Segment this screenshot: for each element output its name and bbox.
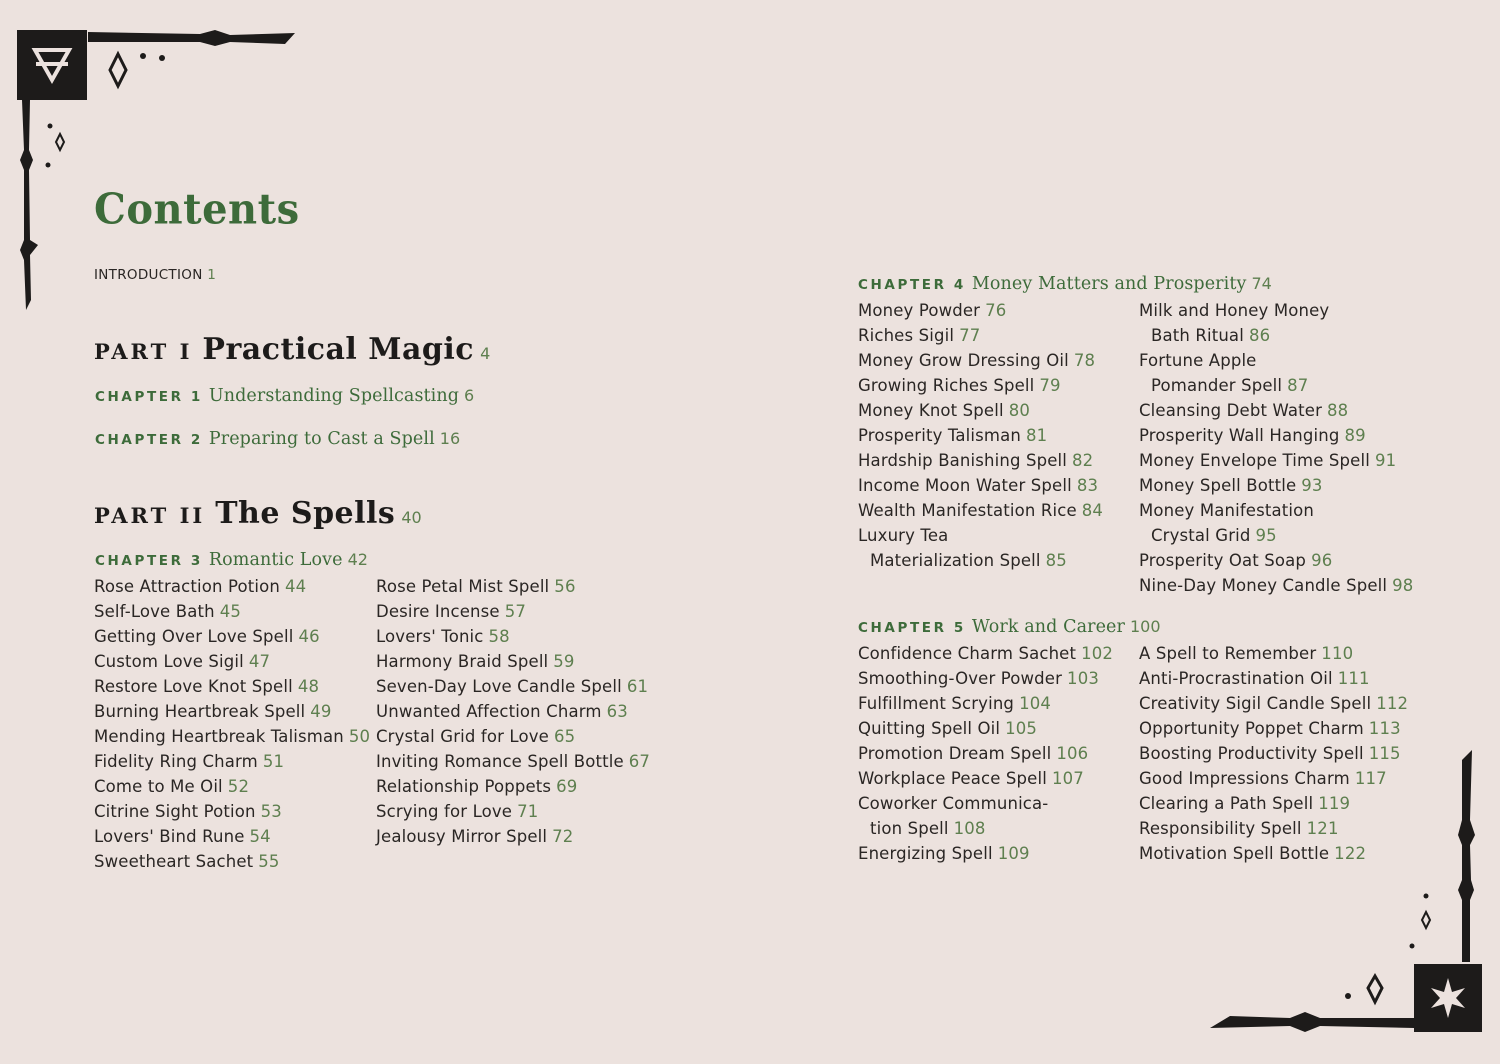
page-number: 121 xyxy=(1306,819,1339,838)
toc-entry[interactable] xyxy=(1139,323,1413,348)
toc-entry[interactable] xyxy=(1139,573,1413,598)
page-number: 46 xyxy=(298,627,320,646)
page-number: 55 xyxy=(258,852,280,871)
entry-title: Self-Love Bath xyxy=(94,602,215,621)
chapter-label: CHAPTER 1 xyxy=(95,389,203,405)
toc-entry[interactable] xyxy=(858,766,1113,791)
entry-title: Riches Sigil xyxy=(858,326,955,345)
page-number: 82 xyxy=(1072,451,1094,470)
toc-entry[interactable] xyxy=(1139,498,1413,523)
entry-title: Crystal Grid for Love xyxy=(376,727,549,746)
entry-title: Luxury Tea xyxy=(858,526,949,545)
toc-introduction[interactable] xyxy=(94,267,216,283)
toc-entry[interactable] xyxy=(1139,523,1413,548)
page-number: 42 xyxy=(347,550,368,569)
toc-entry[interactable] xyxy=(858,548,1103,573)
toc-entry[interactable] xyxy=(94,599,370,624)
page-number: 83 xyxy=(1076,476,1099,495)
page-number: 81 xyxy=(1025,426,1048,445)
toc-entry[interactable] xyxy=(858,691,1113,716)
page-number: 65 xyxy=(553,727,576,746)
toc-entry[interactable] xyxy=(94,749,370,774)
entry-title: Milk and Honey Money xyxy=(1139,301,1330,320)
page-number: 47 xyxy=(248,652,271,671)
toc-entry[interactable] xyxy=(1139,398,1413,423)
page-number: 84 xyxy=(1081,501,1104,520)
part-label: PART II xyxy=(94,503,206,528)
toc-entry[interactable] xyxy=(1139,548,1413,573)
page-number: 6 xyxy=(464,386,475,405)
entry-title: Scrying for Love xyxy=(376,802,513,821)
page-number: 79 xyxy=(1039,376,1061,395)
entry-title: Crystal Grid xyxy=(1151,526,1251,545)
page-number: 53 xyxy=(260,802,282,821)
chapter-3-list-col-2 xyxy=(376,574,650,849)
page-number: 52 xyxy=(227,777,250,796)
entry-title: Anti-Procrastination Oil xyxy=(1139,669,1333,688)
chapter-label: CHAPTER 2 xyxy=(95,432,203,448)
toc-entry[interactable] xyxy=(94,674,370,699)
page-number: 103 xyxy=(1067,669,1099,688)
page-number: 58 xyxy=(488,627,510,646)
entry-title: Money Envelope Time Spell xyxy=(1139,451,1370,470)
toc-entry[interactable] xyxy=(376,674,650,699)
page-number: 108 xyxy=(953,819,986,838)
page-number: 51 xyxy=(262,752,285,771)
page-title: Contents xyxy=(94,184,300,235)
entry-title: Fulfillment Scrying xyxy=(858,694,1015,713)
toc-entry[interactable] xyxy=(858,816,1113,841)
entry-title: Quitting Spell Oil xyxy=(858,719,1001,738)
toc-chapter-1[interactable] xyxy=(95,386,474,406)
entry-title: Workplace Peace Spell xyxy=(858,769,1047,788)
page-number: 117 xyxy=(1354,769,1387,788)
chapter-label: CHAPTER 4 xyxy=(858,277,966,293)
toc-entry[interactable] xyxy=(94,699,370,724)
page-number: 49 xyxy=(310,702,332,721)
page-number: 105 xyxy=(1005,719,1038,738)
entry-title: Hardship Banishing Spell xyxy=(858,451,1067,470)
toc-entry[interactable] xyxy=(858,298,1103,323)
toc-entry[interactable] xyxy=(94,774,370,799)
toc-entry[interactable] xyxy=(1139,423,1413,448)
toc-entry[interactable] xyxy=(858,423,1103,448)
page-number: 119 xyxy=(1318,794,1351,813)
toc-entry[interactable] xyxy=(1139,348,1413,373)
toc-entry[interactable] xyxy=(858,716,1113,741)
page-number: 54 xyxy=(249,827,271,846)
chapter-5-list-col-1 xyxy=(858,641,1113,866)
toc-entry[interactable] xyxy=(94,824,370,849)
page-number: 91 xyxy=(1374,451,1397,470)
entry-title: Getting Over Love Spell xyxy=(94,627,294,646)
entry-title: Smoothing-Over Powder xyxy=(858,669,1063,688)
entry-title: Coworker Communica- xyxy=(858,794,1049,813)
page-number: 61 xyxy=(626,677,649,696)
page-number: 102 xyxy=(1081,644,1114,663)
chapter-name: Understanding Spellcasting xyxy=(208,386,460,406)
page-number: 86 xyxy=(1248,326,1271,345)
entry-title: Pomander Spell xyxy=(1151,376,1283,395)
page-number: 57 xyxy=(504,602,527,621)
toc-entry[interactable] xyxy=(94,849,370,874)
entry-title: Money Powder xyxy=(858,301,981,320)
toc-entry[interactable] xyxy=(858,641,1113,666)
chapter-label: CHAPTER 3 xyxy=(95,553,203,569)
toc-entry[interactable] xyxy=(1139,666,1408,691)
chapter-name: Preparing to Cast a Spell xyxy=(208,429,435,449)
entry-title: Money Spell Bottle xyxy=(1139,476,1297,495)
toc-entry[interactable] xyxy=(94,724,370,749)
chapter-label: CHAPTER 5 xyxy=(858,620,966,636)
entry-title: Responsibility Spell xyxy=(1139,819,1302,838)
page-number: 63 xyxy=(606,702,628,721)
page-number: 85 xyxy=(1045,551,1067,570)
page-number: 110 xyxy=(1321,644,1354,663)
entry-title: Money Knot Spell xyxy=(858,401,1004,420)
page-number: 104 xyxy=(1019,694,1052,713)
toc-entry[interactable] xyxy=(1139,641,1408,666)
entry-title: Rose Petal Mist Spell xyxy=(376,577,550,596)
toc-entry[interactable] xyxy=(1139,298,1413,323)
page-number: 4 xyxy=(480,344,491,363)
introduction-label: INTRODUCTION xyxy=(94,267,203,283)
part-label: PART I xyxy=(94,339,193,364)
toc-entry[interactable] xyxy=(376,724,650,749)
page-number: 40 xyxy=(401,508,422,527)
toc-entry[interactable] xyxy=(1139,766,1408,791)
entry-title: Materialization Spell xyxy=(870,551,1041,570)
diamond-icon xyxy=(1368,976,1382,1002)
page-number: 111 xyxy=(1337,669,1370,688)
entry-title: Boosting Productivity Spell xyxy=(1139,744,1364,763)
toc-chapter-5[interactable] xyxy=(858,617,1161,637)
entry-title: Prosperity Talisman xyxy=(858,426,1021,445)
entry-title: Rose Attraction Potion xyxy=(94,577,280,596)
entry-title: Income Moon Water Spell xyxy=(858,476,1072,495)
page-number: 45 xyxy=(219,602,241,621)
entry-title: Clearing a Path Spell xyxy=(1139,794,1314,813)
toc-entry[interactable] xyxy=(858,741,1113,766)
page-number: 56 xyxy=(554,577,576,596)
entry-title: Sweetheart Sachet xyxy=(94,852,254,871)
page-number: 1 xyxy=(207,267,217,283)
page-number: 74 xyxy=(1251,274,1272,293)
page-number: 107 xyxy=(1051,769,1084,788)
page-number: 76 xyxy=(985,301,1007,320)
toc-part-2[interactable] xyxy=(94,496,422,531)
entry-title: Fortune Apple xyxy=(1139,351,1257,370)
entry-title: Prosperity Wall Hanging xyxy=(1139,426,1340,445)
chapter-name: Romantic Love xyxy=(208,550,343,570)
toc-entry[interactable] xyxy=(858,348,1103,373)
entry-title: Prosperity Oat Soap xyxy=(1139,551,1307,570)
page-number: 44 xyxy=(284,577,307,596)
entry-title: Energizing Spell xyxy=(858,844,993,863)
page-number: 78 xyxy=(1073,351,1096,370)
toc-entry[interactable] xyxy=(1139,791,1408,816)
toc-entry[interactable] xyxy=(858,373,1103,398)
toc-entry[interactable] xyxy=(1139,373,1413,398)
page-number: 109 xyxy=(997,844,1030,863)
toc-entry[interactable] xyxy=(1139,448,1413,473)
entry-title: Creativity Sigil Candle Spell xyxy=(1139,694,1372,713)
entry-title: Custom Love Sigil xyxy=(94,652,244,671)
entry-title: Growing Riches Spell xyxy=(858,376,1035,395)
diamond-icon xyxy=(56,134,64,150)
toc-entry[interactable] xyxy=(1139,741,1408,766)
toc-entry[interactable] xyxy=(1139,473,1413,498)
toc-entry[interactable] xyxy=(1139,691,1408,716)
entry-title: Lovers' Bind Rune xyxy=(94,827,245,846)
page-number: 98 xyxy=(1392,576,1414,595)
entry-title: Unwanted Affection Charm xyxy=(376,702,602,721)
chapter-name: Money Matters and Prosperity xyxy=(971,274,1247,294)
page-number: 67 xyxy=(628,752,651,771)
toc-entry[interactable] xyxy=(94,649,370,674)
entry-title: Wealth Manifestation Rice xyxy=(858,501,1077,520)
entry-title: Fidelity Ring Charm xyxy=(94,752,258,771)
chapter-4-list-col-2 xyxy=(1139,298,1413,598)
entry-title: Mending Heartbreak Talisman xyxy=(94,727,344,746)
chapter-5-list-col-2 xyxy=(1139,641,1408,866)
toc-entry[interactable] xyxy=(858,448,1103,473)
entry-title: A Spell to Remember xyxy=(1139,644,1317,663)
diamond-icon xyxy=(110,54,126,86)
entry-title: Seven-Day Love Candle Spell xyxy=(376,677,622,696)
toc-entry[interactable] xyxy=(376,799,650,824)
toc-entry[interactable] xyxy=(858,498,1103,523)
entry-title: Motivation Spell Bottle xyxy=(1139,844,1330,863)
entry-title: Come to Me Oil xyxy=(94,777,223,796)
toc-entry[interactable] xyxy=(94,574,370,599)
toc-entry[interactable] xyxy=(858,523,1103,548)
chapter-name: Work and Career xyxy=(971,617,1125,637)
part-name: Practical Magic xyxy=(202,332,475,367)
chapter-3-list-col-1 xyxy=(94,574,370,874)
entry-title: Promotion Dream Spell xyxy=(858,744,1052,763)
toc-entry[interactable] xyxy=(94,799,370,824)
toc-entry[interactable] xyxy=(1139,816,1408,841)
entry-title: Restore Love Knot Spell xyxy=(94,677,293,696)
entry-title: Lovers' Tonic xyxy=(376,627,484,646)
entry-title: Bath Ritual xyxy=(1151,326,1244,345)
entry-title: Burning Heartbreak Spell xyxy=(94,702,306,721)
page-number: 122 xyxy=(1334,844,1367,863)
page-number: 77 xyxy=(959,326,981,345)
entry-title: Citrine Sight Potion xyxy=(94,802,256,821)
entry-title: tion Spell xyxy=(870,819,949,838)
toc-entry[interactable] xyxy=(376,574,650,599)
page-number: 89 xyxy=(1344,426,1366,445)
toc-entry[interactable] xyxy=(376,699,650,724)
page-number: 96 xyxy=(1311,551,1333,570)
entry-title: Money Grow Dressing Oil xyxy=(858,351,1069,370)
toc-entry[interactable] xyxy=(858,323,1103,348)
toc-entry[interactable] xyxy=(94,624,370,649)
toc-entry[interactable] xyxy=(858,398,1103,423)
page-number: 112 xyxy=(1376,694,1409,713)
toc-entry[interactable] xyxy=(376,649,650,674)
entry-title: Harmony Braid Spell xyxy=(376,652,549,671)
toc-entry[interactable] xyxy=(1139,841,1408,866)
page-number: 95 xyxy=(1255,526,1277,545)
entry-title: Opportunity Poppet Charm xyxy=(1139,719,1364,738)
toc-chapter-4[interactable] xyxy=(858,274,1272,294)
page-number: 72 xyxy=(552,827,574,846)
entry-title: Relationship Poppets xyxy=(376,777,552,796)
page-number: 69 xyxy=(556,777,578,796)
toc-entry[interactable] xyxy=(1139,716,1408,741)
toc-part-1[interactable] xyxy=(94,332,490,367)
page-number: 80 xyxy=(1008,401,1031,420)
chapter-4-list-col-1 xyxy=(858,298,1103,573)
entry-title: Inviting Romance Spell Bottle xyxy=(376,752,624,771)
page-number: 59 xyxy=(553,652,575,671)
entry-title: Nine-Day Money Candle Spell xyxy=(1139,576,1388,595)
page-number: 87 xyxy=(1287,376,1309,395)
toc-chapter-2[interactable] xyxy=(95,429,460,449)
toc-entry[interactable] xyxy=(376,624,650,649)
toc-entry[interactable] xyxy=(376,774,650,799)
page-number: 16 xyxy=(439,429,461,448)
page-number: 71 xyxy=(517,802,539,821)
entry-title: Good Impressions Charm xyxy=(1139,769,1350,788)
entry-title: Money Manifestation xyxy=(1139,501,1314,520)
toc-entry[interactable] xyxy=(858,841,1113,866)
page-number: 100 xyxy=(1129,617,1161,636)
page-number: 50 xyxy=(348,727,371,746)
page-number: 113 xyxy=(1368,719,1401,738)
toc-entry[interactable] xyxy=(376,824,650,849)
toc-chapter-3[interactable] xyxy=(95,550,368,570)
entry-title: Jealousy Mirror Spell xyxy=(376,827,548,846)
toc-entry[interactable] xyxy=(376,599,650,624)
page-number: 106 xyxy=(1056,744,1089,763)
toc-entry[interactable] xyxy=(858,791,1113,816)
toc-entry[interactable] xyxy=(858,473,1103,498)
page-number: 88 xyxy=(1327,401,1349,420)
toc-entry[interactable] xyxy=(376,749,650,774)
page-number: 115 xyxy=(1368,744,1401,763)
diamond-icon xyxy=(1422,912,1430,928)
entry-title: Cleansing Debt Water xyxy=(1139,401,1323,420)
entry-title: Confidence Charm Sachet xyxy=(858,644,1077,663)
page-number: 93 xyxy=(1301,476,1323,495)
part-name: The Spells xyxy=(215,496,396,531)
toc-entry[interactable] xyxy=(858,666,1113,691)
page-number: 48 xyxy=(297,677,320,696)
entry-title: Desire Incense xyxy=(376,602,500,621)
